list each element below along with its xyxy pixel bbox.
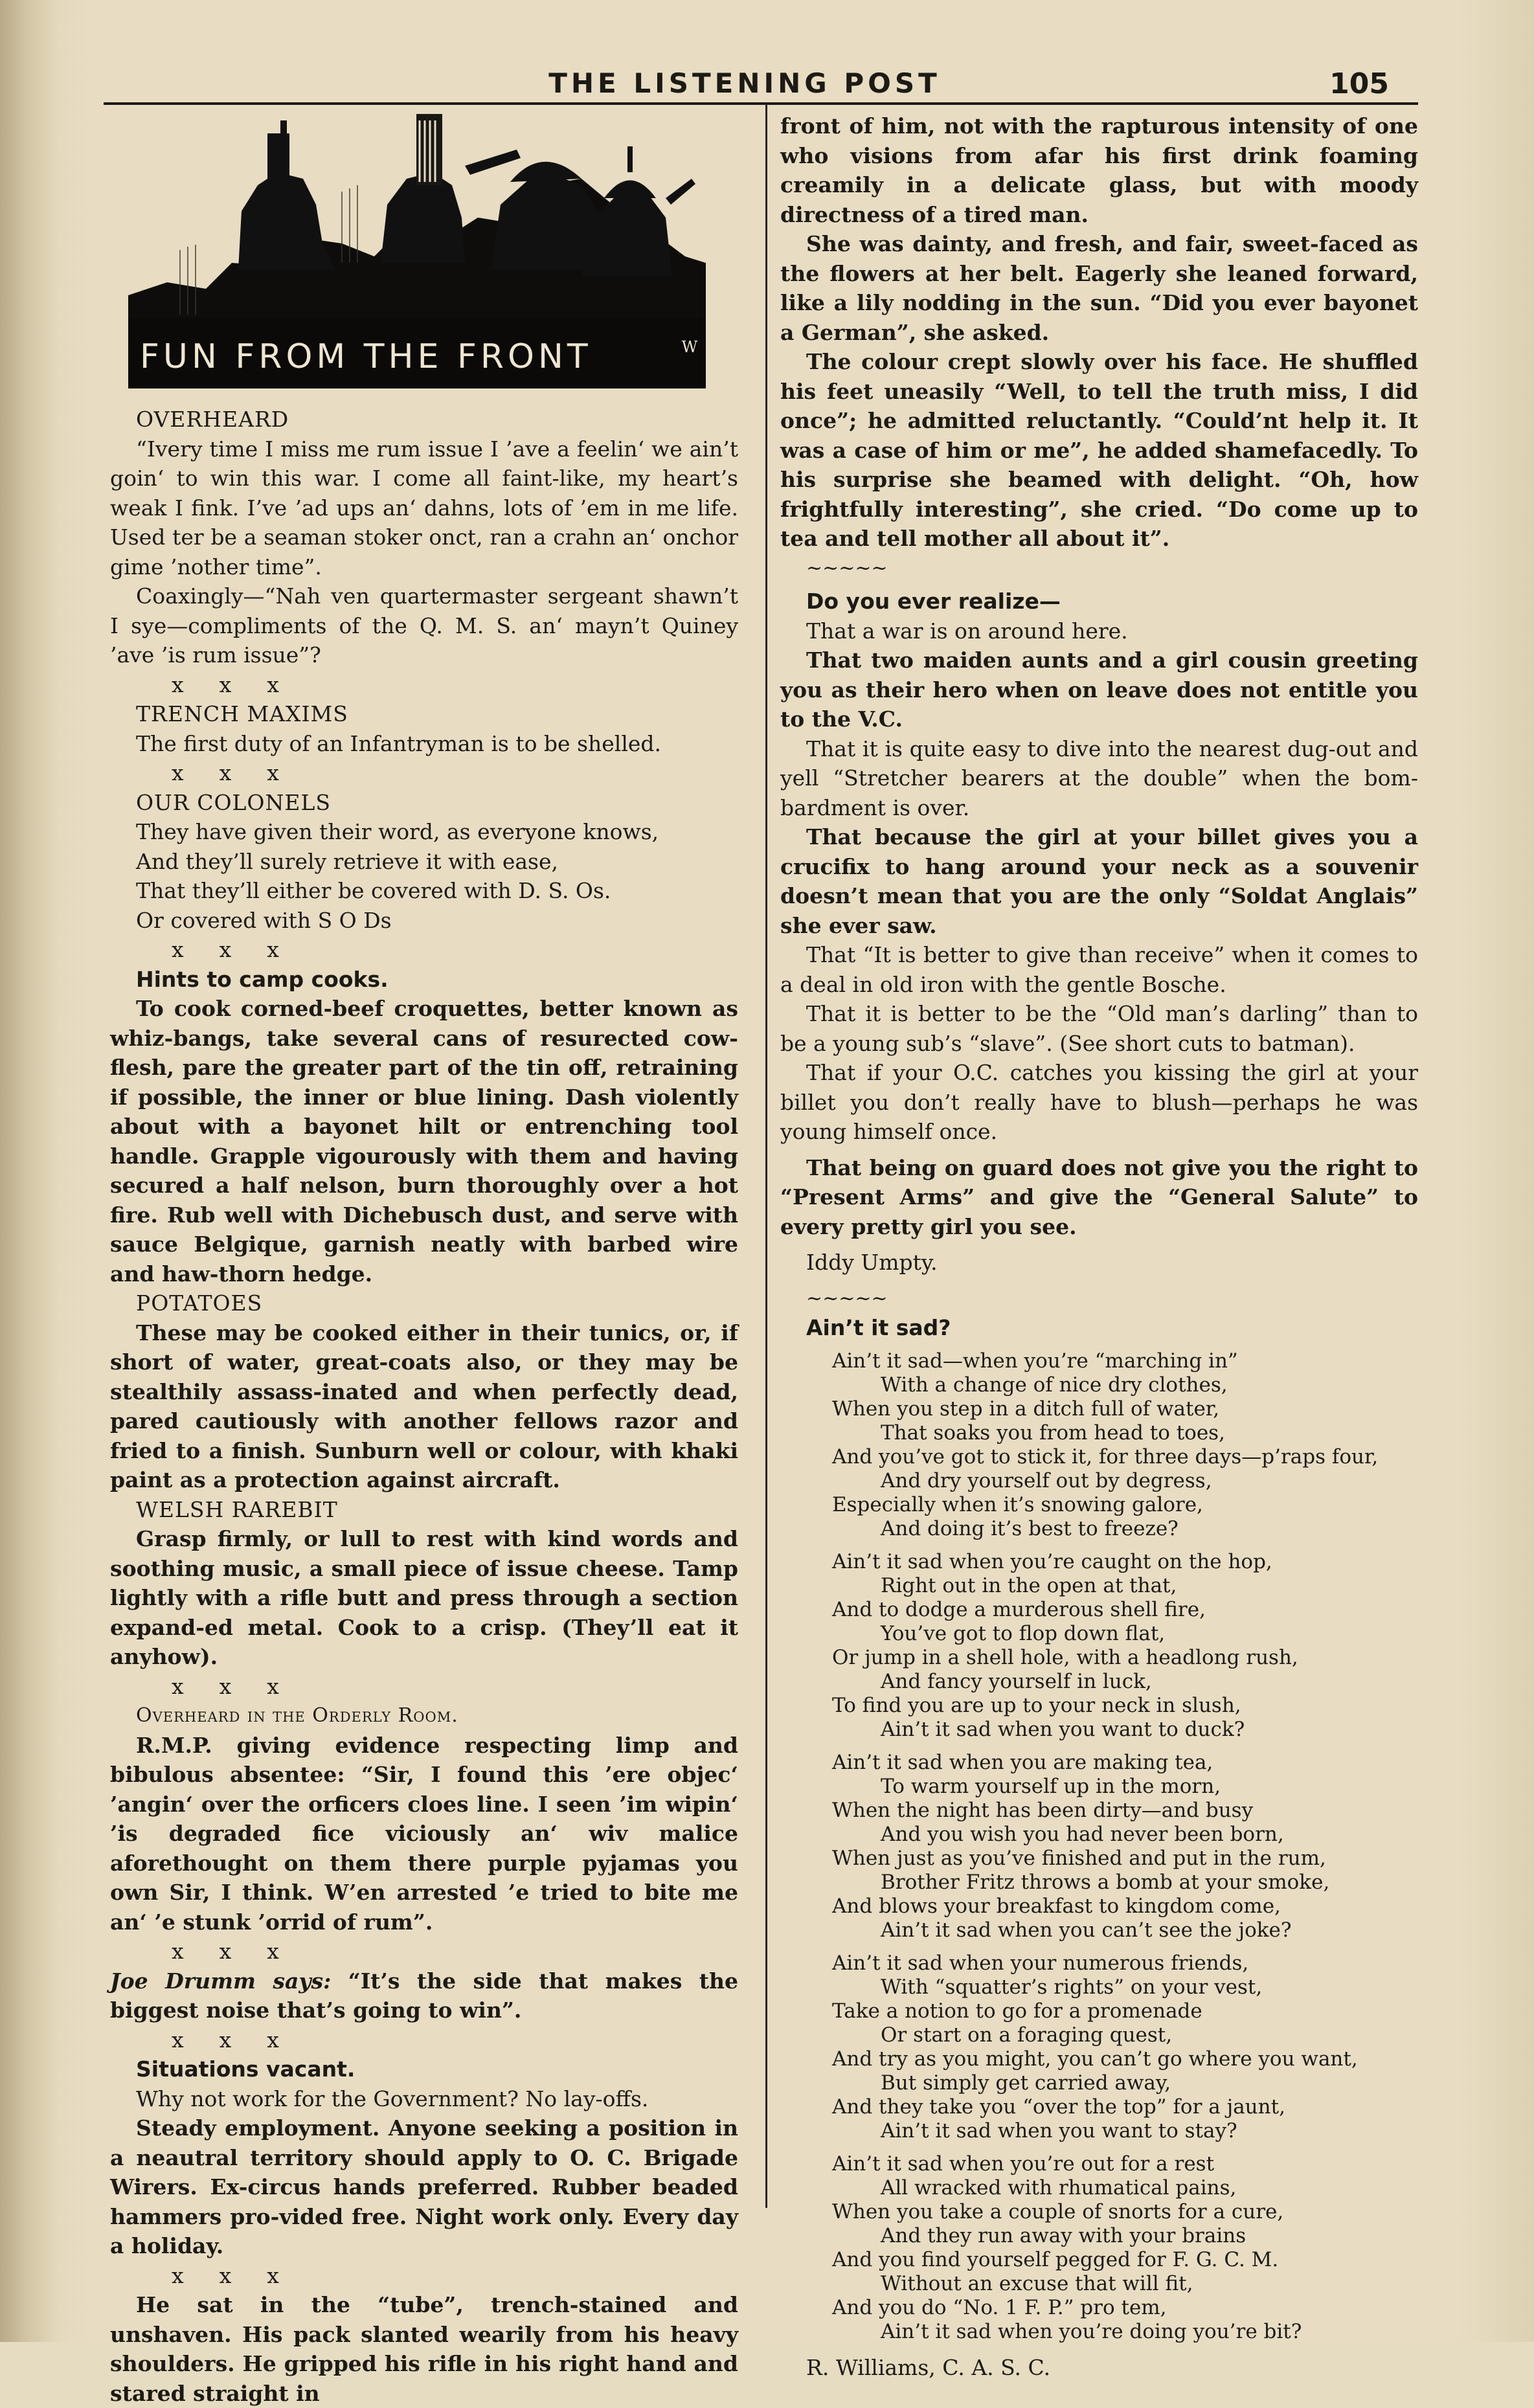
- poem-line: And try as you might, you can’t go where you want,: [832, 2047, 1358, 2071]
- overheard-paragraph-2: Coaxingly—“Nah ven quartermaster sergeant shawn’t I sye—compliments of the Q. M. S. an‘ mayn’t Quiney ’ave ’is rum issue”?: [110, 583, 738, 668]
- poem-line: Ain’t it sad when you want to stay?: [881, 2119, 1237, 2143]
- overheard-paragraph-1: “Ivery time I miss me rum issue I ’ave a feelin‘ we ain’t goin‘ to win this war. I come all faint-like, my heart’s weak I fink. I’ve ’ad ups an‘ dahns, lots of ’em in me life. Used ter be a seaman stoker onct, ran a crahn an‘ onchor gime ’nother time”.: [110, 436, 738, 579]
- poem-line: And blows your breakfast to kingdom come,: [832, 1894, 1281, 1918]
- poem-stanza: [832, 2152, 1418, 2344]
- orderly-room-heading: Overheard in the Orderly Room.: [136, 1704, 458, 1727]
- poem-line: Or jump in a shell hole, with a headlong rush,: [832, 1645, 1298, 1669]
- poem-line: But simply get carried away,: [881, 2071, 1171, 2095]
- page-binding-shadow: [0, 0, 58, 2342]
- poem-line: Brother Fritz throws a bomb at your smoke,: [881, 1870, 1330, 1894]
- realize-item-3: That it is quite easy to dive into the nearest dug-out and yell “Stretcher bearers at the double” when the bom-bardment is over.: [780, 736, 1418, 820]
- potatoes-heading: POTATOES: [136, 1290, 263, 1316]
- realize-signature: Iddy Umpty.: [806, 1250, 938, 1275]
- aint-it-sad-heading: Ain’t it sad?: [806, 1315, 951, 1340]
- joe-drumm-label: Joe Drumm says:: [110, 1968, 332, 1994]
- section-separator: xxx: [172, 1939, 315, 1964]
- poem-line: That soaks you from head to toes,: [881, 1421, 1225, 1445]
- poem-line: Ain’t it sad when you’re doing you’re bit?: [881, 2319, 1302, 2343]
- section-separator: xxx: [172, 2262, 315, 2288]
- story-paragraph-2: She was dainty, and fresh, and fair, sweet-faced as the flowers at her belt. Eagerly she leaned forward, like a lily nodding in the sun. “Did you ever bayonet a German”, she asked.: [780, 231, 1418, 345]
- poem-line: And fancy yourself in luck,: [881, 1669, 1152, 1693]
- verse-line: That they’ll either be covered with D. S. Os.: [136, 878, 611, 903]
- poem-line: And doing it’s best to freeze?: [881, 1516, 1179, 1540]
- poem-line: With “squatter’s rights” on your vest,: [881, 1975, 1263, 1999]
- poem-line: When you step in a ditch full of water,: [832, 1397, 1220, 1421]
- poem-line: And they take you “over the top” for a jaunt,: [832, 2095, 1285, 2119]
- poem-line: When you take a couple of snorts for a cure,: [832, 2200, 1284, 2223]
- poem-line: Take a notion to go for a promenade: [832, 1999, 1202, 2023]
- poem-line: Ain’t it sad when you want to duck?: [881, 1717, 1245, 1741]
- section-separator: xxx: [172, 937, 315, 962]
- realize-item-7: That if your O.C. catches you kissing the girl at your billet you don’t really have to blush—perhaps he was young himself once.: [780, 1060, 1418, 1144]
- situations-paragraph-1: Why not work for the Government? No lay-offs.: [136, 2086, 649, 2111]
- fun-from-the-front-banner: [128, 107, 706, 388]
- joe-drumm-text: “It’s the side that makes the biggest noise that’s going to win”.: [110, 1968, 738, 2023]
- page-number: 105: [1329, 67, 1389, 100]
- situations-paragraph-2: Steady employment. Anyone seeking a position in a neautral territory should apply to O. C. Brigade Wirers. Ex-circus hands preferred. Rubber beaded hammers pro-vided free. Night work only. Every day a holiday.: [110, 2115, 738, 2258]
- our-colonels-heading: OUR COLONELS: [136, 789, 331, 815]
- poem-line: And they run away with your brains: [881, 2223, 1246, 2247]
- poem-line: Ain’t it sad when you are making tea,: [832, 1750, 1213, 1774]
- poem-line: All wracked with rhumatical pains,: [881, 2176, 1237, 2200]
- poem-stanza: [832, 1952, 1418, 2143]
- overheard-heading: OVERHEARD: [136, 407, 289, 432]
- realize-item-2: That two maiden aunts and a girl cousin greeting you as their hero when on leave does not entitle you to the V.C.: [780, 647, 1418, 732]
- trench-maxims-text: The first duty of an Infantryman is to be shelled.: [136, 730, 662, 756]
- poem-line: And dry yourself out by degress,: [881, 1468, 1212, 1492]
- running-header-title: THE LISTENING POST: [548, 67, 941, 99]
- our-colonels-verse: [110, 817, 738, 935]
- realize-item-1: That a war is on around here.: [806, 618, 1128, 644]
- poem-line: Without an excuse that will fit,: [881, 2271, 1193, 2295]
- poem-signature: R. Williams, C. A. S. C.: [806, 2354, 1051, 2380]
- poem-line: And you do “No. 1 F. P.” pro tem,: [832, 2295, 1167, 2319]
- artist-monogram: W: [681, 338, 698, 356]
- poem-stanza: [832, 1550, 1418, 1742]
- poem-line: And you wish you had never been born,: [881, 1822, 1284, 1846]
- situations-vacant-heading: Situations vacant.: [136, 2056, 355, 2082]
- banner-caption: FUN FROM THE FRONT: [140, 337, 592, 376]
- realize-item-6: That it is better to be the “Old man’s darling” than to be a young sub’s “slave”. (See short cuts to batman).: [780, 1001, 1418, 1056]
- story-paragraph-start: He sat in the “tube”, trench-stained and unshaven. His pack slanted wearily from his heavy shoulders. He gripped his rifle in his right hand and stared straight in: [110, 2292, 738, 2406]
- section-separator: xxx: [172, 2027, 315, 2053]
- poem-stanza: [832, 1349, 1418, 1541]
- verse-line: Or covered with S O Ds: [136, 907, 392, 933]
- poem-line: And you find yourself pegged for F. G. C. M.: [832, 2247, 1279, 2271]
- column-divider: [765, 104, 767, 2208]
- realize-item-5: That “It is better to give than receive” when it comes to a deal in old iron with the gentle Bosche.: [780, 942, 1418, 997]
- poem-line: Ain’t it sad when your numerous friends,: [832, 1951, 1249, 1975]
- poem-line: Right out in the open at that,: [881, 1573, 1177, 1597]
- verse-line: They have given their word, as everyone knows,: [136, 819, 659, 844]
- ornament-divider: ~~~~~: [806, 1287, 888, 1310]
- poem-stanza: [832, 1751, 1418, 1942]
- joe-drumm-quote: [110, 1966, 738, 2025]
- section-separator: xxx: [172, 671, 315, 697]
- poem-line: Especially when it’s snowing galore,: [832, 1492, 1203, 1516]
- poem-line: Ain’t it sad when you’re out for a rest: [832, 2152, 1215, 2176]
- poem-line: When the night has been dirty—and busy: [832, 1798, 1254, 1822]
- trench-maxims-heading: TRENCH MAXIMS: [136, 701, 348, 726]
- poem-line: To find you are up to your neck in slush,: [832, 1693, 1241, 1717]
- poem-line: And you’ve got to stick it, for three days—p’raps four,: [832, 1445, 1379, 1468]
- welsh-rarebit-paragraph: Grasp firmly, or lull to rest with kind words and soothing music, a small piece of issue cheese. Tamp lightly with a rifle butt and press through a section expand-ed metal. Cook to a crisp. (They’ll eat it anyhow).: [110, 1526, 738, 1669]
- hints-heading: Hints to camp cooks.: [136, 966, 389, 992]
- hints-paragraph: To cook corned-beef croquettes, better known as whiz-bangs, take several cans of resurected cow-flesh, pare the greater part of the tin off, retraining if possible, the inner or blue lining. Dash violently about with a bayonet hilt or entrenching tool handle. Grapple vigourously with them and having secured a half nelson, burn thoroughly over a hot fire. Rub well with Dichebusch dust, and serve with sauce Belgique, garnish neatly with barbed wire and haw-thorn hedge.: [110, 996, 738, 1287]
- realize-item-8: That being on guard does not give you the right to “Present Arms” and give the “General Salute” to every pretty girl you see.: [780, 1154, 1418, 1239]
- aint-it-sad-poem: [780, 1349, 1418, 2344]
- poem-line: Or start on a foraging quest,: [881, 2023, 1173, 2047]
- ornament-divider: ~~~~~: [806, 556, 888, 579]
- orderly-room-paragraph: R.M.P. giving evidence respecting limp and bibulous absentee: “Sir, I found this ’ere objec‘ ’angin‘ over the orficers cloes line. I seen ’im wipin‘ ’is degraded fice viciously an‘ wiv malice aforethought on them there purple pyjamas you own Sir, I think. W’en arrested ’e tried to bite me an‘ ’e stunk ’orrid of rum”.: [110, 1732, 738, 1935]
- story-paragraph-continued: front of him, not with the rapturous intensity of one who visions from afar his first drink foaming creamily in a delicate glass, but with moody directness of a tired man.: [780, 113, 1418, 227]
- left-column: [110, 405, 738, 2408]
- right-column: [780, 111, 1418, 2382]
- poem-line: You’ve got to flop down flat,: [881, 1621, 1166, 1645]
- poem-line: Ain’t it sad when you can’t see the joke?: [881, 1918, 1292, 1942]
- poem-line: Ain’t it sad—when you’re “marching in”: [832, 1349, 1238, 1373]
- verse-line: And they’ll surely retrieve it with ease,: [136, 848, 559, 874]
- story-paragraph-3: The colour crept slowly over his face. He shuffled his feet uneasily “Well, to tell the truth miss, I did once”; he admitted reluctantly. “Could’nt help it. It was a case of him or me”, he added shamefacedly. To his surprise she beamed with delight. “Oh, how frightfully interesting”, she cried. “Do come up to tea and tell mother all about it”.: [780, 349, 1418, 551]
- poem-line: Ain’t it sad when you’re caught on the hop,: [832, 1549, 1272, 1573]
- poem-line: With a change of nice dry clothes,: [881, 1373, 1228, 1397]
- welsh-rarebit-heading: WELSH RAREBIT: [136, 1496, 338, 1522]
- poem-line: To warm yourself up in the morn,: [881, 1774, 1221, 1798]
- section-separator: xxx: [172, 760, 315, 785]
- poem-line: And to dodge a murderous shell fire,: [832, 1597, 1206, 1621]
- realize-item-4: That because the girl at your billet gives you a crucifix to hang around your neck as a souvenir doesn’t mean that you are the only “Soldat Anglais” she ever saw.: [780, 824, 1418, 938]
- header-rule: [104, 102, 1418, 105]
- potatoes-paragraph: These may be cooked either in their tunics, or, if short of water, great-coats also, or they may be stealthily assass-inated and when perfectly dead, pared cautiously with another fellows razor and fried to a finish. Sunburn well or colour, with khaki paint as a protection against aircraft.: [110, 1320, 738, 1492]
- poem-line: When just as you’ve finished and put in the rum,: [832, 1846, 1326, 1870]
- section-separator: xxx: [172, 1673, 315, 1699]
- realize-heading: Do you ever realize—: [806, 589, 1061, 614]
